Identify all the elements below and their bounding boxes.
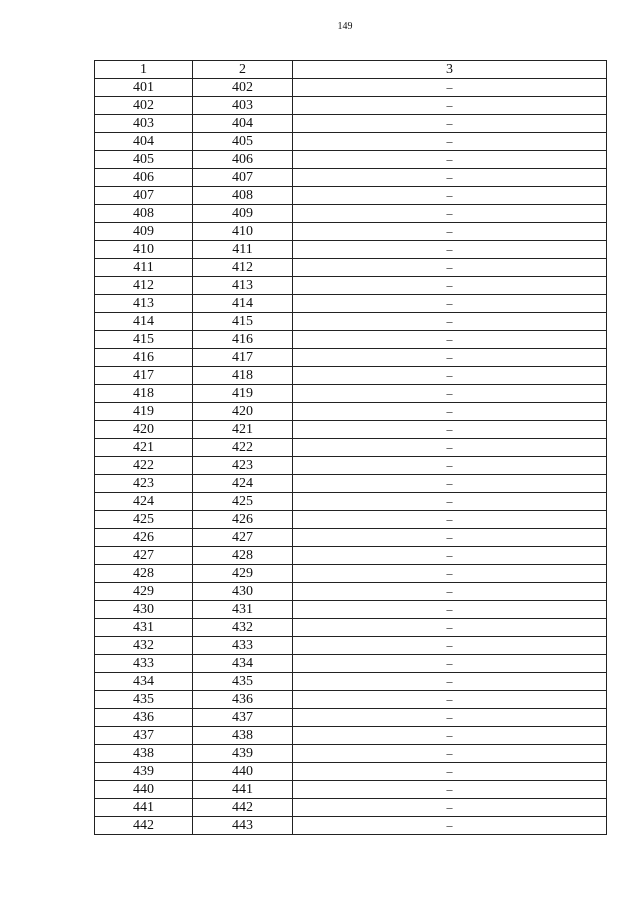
table-cell-col-3: – <box>293 475 607 493</box>
table-row <box>95 349 607 367</box>
table-cell-col-1: 437 <box>95 727 193 745</box>
table-row <box>95 115 607 133</box>
table-cell-col-2: 438 <box>193 727 293 745</box>
table-row <box>95 727 607 745</box>
table-cell-col-1: 427 <box>95 547 193 565</box>
table-cell-col-1: 425 <box>95 511 193 529</box>
table-body <box>95 79 607 835</box>
table-cell-col-3: – <box>293 241 607 259</box>
table-cell-col-1: 403 <box>95 115 193 133</box>
table-cell-col-2: 423 <box>193 457 293 475</box>
table-row <box>95 493 607 511</box>
table-cell-col-3: – <box>293 97 607 115</box>
table-cell-col-3: – <box>293 313 607 331</box>
table-cell-col-2: 426 <box>193 511 293 529</box>
table-cell-col-2: 416 <box>193 331 293 349</box>
table-cell-col-3: – <box>293 115 607 133</box>
table-row <box>95 187 607 205</box>
table-row <box>95 403 607 421</box>
table-cell-col-1: 408 <box>95 205 193 223</box>
table-row <box>95 781 607 799</box>
table-cell-col-3: – <box>293 673 607 691</box>
table-header-row <box>95 61 607 79</box>
table-row <box>95 799 607 817</box>
table-cell-col-2: 442 <box>193 799 293 817</box>
table-row <box>95 169 607 187</box>
table-cell-col-1: 419 <box>95 403 193 421</box>
table-cell-col-1: 423 <box>95 475 193 493</box>
table-cell-col-1: 416 <box>95 349 193 367</box>
table-cell-col-3: – <box>293 817 607 835</box>
table-row <box>95 97 607 115</box>
table-cell-col-3: – <box>293 133 607 151</box>
table-cell-col-1: 405 <box>95 151 193 169</box>
column-header-3: 3 <box>293 61 607 79</box>
column-header-2: 2 <box>193 61 293 79</box>
table-cell-col-1: 421 <box>95 439 193 457</box>
table-cell-col-3: – <box>293 169 607 187</box>
table-cell-col-3: – <box>293 421 607 439</box>
table-cell-col-2: 433 <box>193 637 293 655</box>
table-cell-col-1: 432 <box>95 637 193 655</box>
table-cell-col-3: – <box>293 727 607 745</box>
table-cell-col-1: 412 <box>95 277 193 295</box>
data-table <box>94 60 607 835</box>
table-cell-col-1: 431 <box>95 619 193 637</box>
table-row <box>95 619 607 637</box>
table-cell-col-2: 413 <box>193 277 293 295</box>
table-row <box>95 565 607 583</box>
table-cell-col-2: 429 <box>193 565 293 583</box>
table-cell-col-3: – <box>293 223 607 241</box>
table-cell-col-3: – <box>293 781 607 799</box>
table-cell-col-2: 421 <box>193 421 293 439</box>
table-cell-col-2: 404 <box>193 115 293 133</box>
table-cell-col-2: 441 <box>193 781 293 799</box>
table-cell-col-1: 424 <box>95 493 193 511</box>
table-cell-col-2: 403 <box>193 97 293 115</box>
table-cell-col-3: – <box>293 439 607 457</box>
table-cell-col-3: – <box>293 151 607 169</box>
table-row <box>95 547 607 565</box>
table-cell-col-3: – <box>293 457 607 475</box>
table-row <box>95 691 607 709</box>
table-row <box>95 205 607 223</box>
table-cell-col-2: 440 <box>193 763 293 781</box>
table-row <box>95 529 607 547</box>
table-row <box>95 385 607 403</box>
table-cell-col-3: – <box>293 637 607 655</box>
data-table-container <box>94 60 606 835</box>
table-cell-col-3: – <box>293 655 607 673</box>
table-cell-col-2: 410 <box>193 223 293 241</box>
table-cell-col-1: 402 <box>95 97 193 115</box>
table-cell-col-2: 417 <box>193 349 293 367</box>
table-row <box>95 277 607 295</box>
table-row <box>95 583 607 601</box>
table-row <box>95 241 607 259</box>
table-cell-col-3: – <box>293 295 607 313</box>
table-cell-col-3: – <box>293 205 607 223</box>
table-cell-col-3: – <box>293 691 607 709</box>
table-cell-col-2: 422 <box>193 439 293 457</box>
table-cell-col-2: 435 <box>193 673 293 691</box>
table-cell-col-3: – <box>293 547 607 565</box>
table-cell-col-2: 408 <box>193 187 293 205</box>
table-cell-col-1: 407 <box>95 187 193 205</box>
table-cell-col-2: 414 <box>193 295 293 313</box>
table-cell-col-2: 425 <box>193 493 293 511</box>
table-cell-col-2: 430 <box>193 583 293 601</box>
table-cell-col-1: 413 <box>95 295 193 313</box>
table-cell-col-1: 438 <box>95 745 193 763</box>
table-row <box>95 745 607 763</box>
table-cell-col-2: 443 <box>193 817 293 835</box>
table-row <box>95 295 607 313</box>
table-cell-col-2: 411 <box>193 241 293 259</box>
table-cell-col-1: 439 <box>95 763 193 781</box>
table-cell-col-1: 411 <box>95 259 193 277</box>
table-row <box>95 817 607 835</box>
table-cell-col-3: – <box>293 583 607 601</box>
table-cell-col-3: – <box>293 529 607 547</box>
table-cell-col-3: – <box>293 187 607 205</box>
column-header-1: 1 <box>95 61 193 79</box>
table-cell-col-2: 436 <box>193 691 293 709</box>
table-cell-col-2: 431 <box>193 601 293 619</box>
table-row <box>95 457 607 475</box>
table-cell-col-1: 404 <box>95 133 193 151</box>
table-row <box>95 367 607 385</box>
table-cell-col-2: 427 <box>193 529 293 547</box>
table-row <box>95 79 607 97</box>
table-row <box>95 709 607 727</box>
table-cell-col-3: – <box>293 565 607 583</box>
table-row <box>95 313 607 331</box>
table-cell-col-3: – <box>293 709 607 727</box>
table-cell-col-2: 415 <box>193 313 293 331</box>
table-row <box>95 439 607 457</box>
table-row <box>95 421 607 439</box>
table-row <box>95 133 607 151</box>
table-cell-col-1: 414 <box>95 313 193 331</box>
table-cell-col-1: 422 <box>95 457 193 475</box>
table-cell-col-1: 429 <box>95 583 193 601</box>
table-cell-col-1: 441 <box>95 799 193 817</box>
table-cell-col-1: 420 <box>95 421 193 439</box>
table-cell-col-1: 442 <box>95 817 193 835</box>
table-cell-col-2: 418 <box>193 367 293 385</box>
table-cell-col-2: 419 <box>193 385 293 403</box>
table-cell-col-2: 424 <box>193 475 293 493</box>
table-cell-col-3: – <box>293 259 607 277</box>
table-cell-col-1: 410 <box>95 241 193 259</box>
table-cell-col-3: – <box>293 601 607 619</box>
table-row <box>95 151 607 169</box>
table-cell-col-3: – <box>293 493 607 511</box>
table-cell-col-3: – <box>293 763 607 781</box>
table-cell-col-3: – <box>293 403 607 421</box>
table-cell-col-1: 440 <box>95 781 193 799</box>
table-row <box>95 259 607 277</box>
table-cell-col-1: 415 <box>95 331 193 349</box>
table-cell-col-1: 426 <box>95 529 193 547</box>
table-cell-col-1: 417 <box>95 367 193 385</box>
table-row <box>95 601 607 619</box>
table-cell-col-2: 412 <box>193 259 293 277</box>
table-cell-col-3: – <box>293 619 607 637</box>
table-cell-col-2: 428 <box>193 547 293 565</box>
table-cell-col-2: 406 <box>193 151 293 169</box>
table-row <box>95 637 607 655</box>
table-cell-col-1: 436 <box>95 709 193 727</box>
table-cell-col-2: 407 <box>193 169 293 187</box>
table-row <box>95 475 607 493</box>
table-cell-col-3: – <box>293 331 607 349</box>
table-cell-col-3: – <box>293 511 607 529</box>
table-cell-col-1: 434 <box>95 673 193 691</box>
table-cell-col-1: 435 <box>95 691 193 709</box>
table-row <box>95 655 607 673</box>
table-cell-col-2: 432 <box>193 619 293 637</box>
table-cell-col-3: – <box>293 367 607 385</box>
table-cell-col-1: 406 <box>95 169 193 187</box>
table-cell-col-3: – <box>293 385 607 403</box>
table-cell-col-3: – <box>293 277 607 295</box>
table-cell-col-2: 420 <box>193 403 293 421</box>
table-cell-col-3: – <box>293 79 607 97</box>
table-cell-col-1: 401 <box>95 79 193 97</box>
table-cell-col-2: 409 <box>193 205 293 223</box>
table-cell-col-2: 439 <box>193 745 293 763</box>
table-cell-col-3: – <box>293 745 607 763</box>
table-row <box>95 763 607 781</box>
table-cell-col-3: – <box>293 349 607 367</box>
table-row <box>95 511 607 529</box>
table-cell-col-1: 418 <box>95 385 193 403</box>
table-cell-col-1: 433 <box>95 655 193 673</box>
page-number: 149 <box>337 21 353 32</box>
table-cell-col-2: 434 <box>193 655 293 673</box>
table-cell-col-2: 437 <box>193 709 293 727</box>
table-row <box>95 223 607 241</box>
table-row <box>95 331 607 349</box>
table-row <box>95 673 607 691</box>
table-cell-col-1: 409 <box>95 223 193 241</box>
table-cell-col-1: 428 <box>95 565 193 583</box>
table-cell-col-2: 405 <box>193 133 293 151</box>
table-cell-col-1: 430 <box>95 601 193 619</box>
table-cell-col-3: – <box>293 799 607 817</box>
table-cell-col-2: 402 <box>193 79 293 97</box>
